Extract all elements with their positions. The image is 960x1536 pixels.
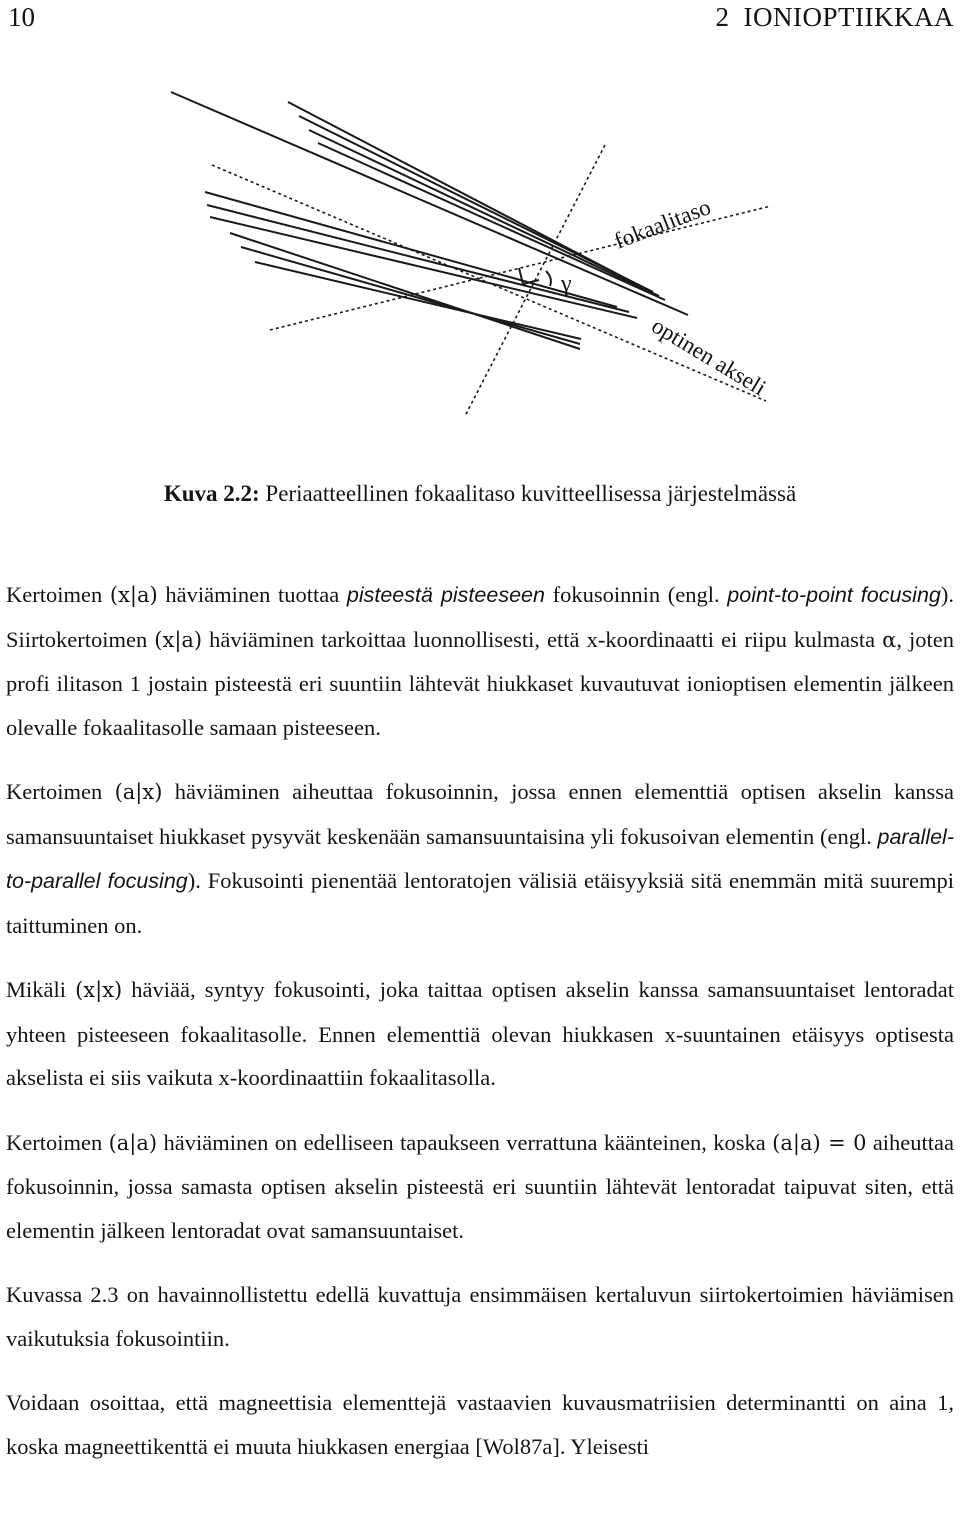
ray-lower-3 xyxy=(255,262,581,339)
page-number: 10 xyxy=(8,2,35,32)
math-expression: (a|x) xyxy=(114,780,163,804)
optical-axis-label: optinen akseli xyxy=(647,312,771,401)
running-head xyxy=(716,2,954,32)
math-expression: (x|a) xyxy=(109,583,158,607)
text-run: häviäminen tarkoittaa luonnollisesti, että x-koordinaatti ei riipu kulmasta xyxy=(202,626,883,652)
math-expression: (a|a) xyxy=(108,1130,158,1155)
ray-bundle xyxy=(171,92,688,349)
ray-upper-3 xyxy=(299,116,653,292)
caption-text: Periaatteellinen fokaalitaso kuvitteellisessa järjestelmässä xyxy=(265,481,797,506)
text-run: ). Fokusointi pienentää lentoratojen välisiä etäisyyksiä sitä enemmän mitä suurempi taittuminen on. xyxy=(6,868,954,938)
math-expression: (a|a) = 0 xyxy=(772,1130,867,1155)
optical-axis-line xyxy=(212,165,766,401)
text-run: Kertoimen xyxy=(6,1129,109,1155)
focal-plane-diagram xyxy=(0,60,960,440)
text-run: fokusoinnin (engl. xyxy=(544,582,728,607)
emphasis-term: parallel-to-parallel focusing xyxy=(6,824,954,893)
text-run: Mikäli xyxy=(6,977,76,1002)
text-run: häviäminen tuottaa xyxy=(157,582,347,607)
text-run: , joten profi ilitason 1 jostain pisteestä eri suuntiin lähtevät hiukkaset kuvautuvat ionioptisen elementin jälkeen olevalle fokaalitasolle samaan pisteeseen. xyxy=(6,626,954,740)
focal-plane-label: fokaalitaso xyxy=(610,194,714,254)
right-angle-marker xyxy=(519,268,539,284)
text-run: Voidaan osoittaa, että magneettisia elementtejä vastaavien kuvausmatriisien determinantti on aina 1, koska magneettikenttä ei muuta hiukkasen energiaa [Wol87a]. Yleisesti xyxy=(6,1390,954,1459)
chapter-title: IONIOPTIIKKAA xyxy=(743,2,954,32)
paragraph-1 xyxy=(6,573,954,749)
ray-upper-4 xyxy=(309,130,659,296)
figure-caption xyxy=(0,478,960,510)
text-run: Kertoimen xyxy=(6,582,110,607)
ray-lower-1 xyxy=(230,233,580,349)
math-expression: (x|x) xyxy=(75,978,123,1002)
focal-plane-figure xyxy=(0,60,960,440)
text-run: aiheuttaa fokusoinnin, jossa samasta optisen akselin pisteestä eri suuntiin lähtevät lentoradat taipuvat siten, että elementin jälkeen lentoradat ovat samansuuntaiset. xyxy=(6,1129,955,1243)
paragraph-2 xyxy=(6,770,954,947)
text-run: häviäminen aiheuttaa fokusoinnin, jossa ennen elementtiä optisen akselin kanssa samansuuntaiset hiukkaset pysyvät keskenään samansuuntaisina yli fokusoivan elementin (engl. xyxy=(6,779,954,849)
text-run: häviäminen on edelliseen tapaukseen verrattuna käänteinen, koska xyxy=(157,1129,773,1155)
math-expression: (x|a) xyxy=(154,627,203,652)
paragraph-6 xyxy=(6,1381,954,1468)
focal-plane-line xyxy=(270,206,771,330)
text-run: Kuvassa 2.3 on havainnollistettu edellä kuvattuja ensimmäisen kertaluvun siirtokertoimien häviämisen vaikutuksia fokusointiin. xyxy=(6,1282,954,1351)
emphasis-term: point-to-point focusing xyxy=(727,583,941,607)
gamma-angle-arc xyxy=(546,271,551,286)
gamma-label: γ xyxy=(561,271,572,297)
paragraph-4 xyxy=(6,1121,954,1253)
text-run: häviää, syntyy fokusointi, joka taittaa optisen akselin kanssa samansuuntaiset lentoradat yhteen pisteeseen fokaalitasolle. Ennen elementtiä olevan hiukkasen x-suuntainen etäisyys optisesta akselista ei siis vaikuta x-koordinaattiin fokaalitasolla. xyxy=(6,977,955,1090)
paragraph-3 xyxy=(6,968,954,1100)
math-expression: α xyxy=(882,627,897,652)
chapter-number: 2 xyxy=(715,2,730,32)
text-run: Kertoimen xyxy=(6,779,115,804)
paragraph-5 xyxy=(6,1273,954,1360)
body-text xyxy=(6,573,954,1489)
emphasis-term: pisteestä pisteeseen xyxy=(346,583,545,607)
text-run: ). Siirtokertoimen xyxy=(6,582,955,652)
caption-label: Kuva 2.2: xyxy=(163,481,260,506)
